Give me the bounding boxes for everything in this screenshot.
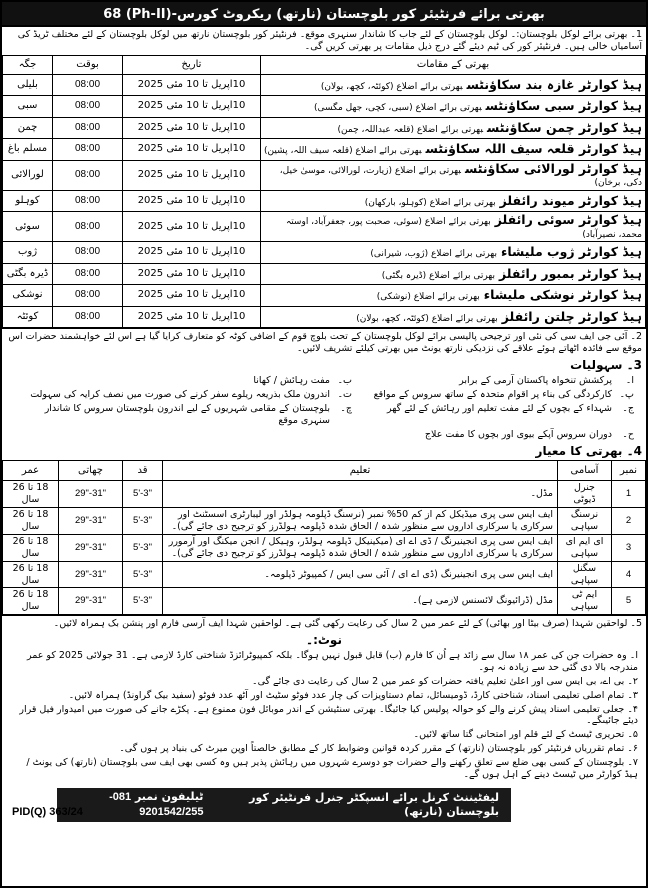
height-req: 5'-3" bbox=[123, 588, 163, 615]
location-row bbox=[3, 160, 646, 190]
time: 08:00 bbox=[53, 139, 123, 161]
col-no: نمبر bbox=[612, 461, 646, 481]
districts: بھرتی برائے اضلاع (قلعہ سیف اللہ، پشین) bbox=[264, 146, 422, 157]
date-range: 10اپریل تا 10 مئی 2025 bbox=[123, 263, 261, 285]
chest-req: 29"-31" bbox=[59, 534, 123, 561]
note-item: ۶۔ تمام تقرریاں فرنٹیئر کور بلوچستان (نارتھ) کے مقرر کردہ قوانین وضوابط کار کے مطابق خالصتاً اوپن میرٹ کی بنیاد پر ہوں گی۔ bbox=[119, 743, 638, 755]
post-number: 3 bbox=[612, 534, 646, 561]
chest-req: 29"-31" bbox=[59, 508, 123, 535]
date-range: 10اپریل تا 10 مئی 2025 bbox=[123, 96, 261, 118]
districts: بھرتی برائے اضلاع (ژوب، شیرانی) bbox=[370, 249, 497, 260]
col-post: آسامی bbox=[558, 461, 612, 481]
place: نوشکی bbox=[3, 285, 53, 307]
criteria-heading: 4۔ بھرتی کا معیار bbox=[535, 444, 642, 459]
criteria-row bbox=[3, 561, 646, 588]
note-item: ۵۔ تحریری ٹیسٹ کے لئے قلم اور امتحانی گتا ساتھ لائیں۔ bbox=[413, 729, 638, 741]
height-req: 5'-3" bbox=[123, 534, 163, 561]
education-req: مڈل۔ bbox=[163, 481, 558, 508]
notes-list bbox=[2, 649, 646, 782]
note-item: ۷۔ بلوچستان کے کسی بھی ضلع سے تعلق رکھنے والے حضرات جو دوسرے شہروں میں رہائش پذیر ہیں وہ کسی بھی ایف سی بلوچستان (نارتھ) کی یونٹ / ہیڈ کوارٹر میں ٹیسٹ دینے کے اہل ہوں گے۔ bbox=[26, 757, 638, 780]
footer bbox=[2, 788, 646, 822]
criteria-row bbox=[3, 588, 646, 615]
policy-paragraph: 2۔ آئی جی ایف سی کی نئی اور ترجیحی پالیسی برائے لوکل بلوچستان کے تحت بلوچ قوم کے اضافی کوٹہ کو متعارف کرایا گیا ہے اس لئے خواہشمند حضرات اس موقع سے فائدہ اٹھاتے ہوئے علاقے کی نزدیکی نارتھ یونٹ میں بھرتی کیلئے تشریف لائیں۔ bbox=[2, 328, 646, 357]
districts: بھرتی برائے اضلاع (سوئی، صحبت پور، جعفرآباد، اوستہ محمد، نصیرآباد) bbox=[285, 217, 642, 240]
age-req: 18 تا 26 سال bbox=[3, 534, 59, 561]
intro-paragraph: 1۔ بھرتی برائے لوکل بلوچستان:۔ لوکل بلوچستان کے لئے جاب کا شاندار سنہری موقع۔ فرنٹیئر کور بلوچستان نارتھ میں لوکل بلوچستان کے لئے مختلف ٹریڈ کی آسامیاں خالی ہیں۔ فرنٹیئر کور کی ٹیم دیئے گئے درج ذیل مقامات پر بھرتی کریں گی۔ bbox=[17, 29, 642, 52]
facility-text: دوران سروس آپکے بیوی اور بچوں کا مفت علاج bbox=[424, 428, 612, 440]
location-row bbox=[3, 96, 646, 118]
time: 08:00 bbox=[53, 74, 123, 96]
age-req: 18 تا 26 سال bbox=[3, 481, 59, 508]
pid-number: PID(Q) 363/24 bbox=[12, 806, 83, 818]
height-req: 5'-3" bbox=[123, 481, 163, 508]
districts: بھرتی برائے اضلاع (کوئٹہ، کچھ، بولان) bbox=[320, 81, 463, 92]
place: کوئٹہ bbox=[3, 306, 53, 328]
unit-name: ہیڈ کوارٹر میوند رائفلز bbox=[499, 192, 642, 208]
date-range: 10اپریل تا 10 مئی 2025 bbox=[123, 160, 261, 190]
height-req: 5'-3" bbox=[123, 508, 163, 535]
place: ڈیرہ بگٹی bbox=[3, 263, 53, 285]
col-age: عمر bbox=[3, 461, 59, 481]
issuer: لیفٹیننٹ کرنل برائے انسپکٹر جنرل فرنٹیئر کور بلوچستان (نارتھ) bbox=[249, 791, 499, 818]
col-height: قد bbox=[123, 461, 163, 481]
martyrs-paragraph: 5۔ لواحقین شہدا (صرف بیٹا اور بھائی) کے لئے عمر میں 2 سال کی رعایت رکھی گئی ہے۔ لواحقین شہدا ایف آرسی فارم اور پنشن بک ہمراہ لائیں۔ bbox=[2, 615, 646, 632]
col-place: جگہ bbox=[3, 55, 53, 74]
time: 08:00 bbox=[53, 96, 123, 118]
note-item: ۴۔ جعلی تعلیمی اسناد پیش کرنے والے کو حوالہ پولیس کیا جائیگا۔ بھرتی سنٹیشن کے اندر موبائل فون ممنوع ہے۔ پکڑے جانے کی صورت میں امیدوار فیل قرار دیئے جائیںگے۔ bbox=[19, 703, 638, 727]
districts: بھرتی برائے اضلاع (زیارت، لورالائی، موسیٰ خیل، دکی، برخان) bbox=[279, 165, 642, 189]
date-range: 10اپریل تا 10 مئی 2025 bbox=[123, 117, 261, 139]
education-req: مڈل (ڈرائیونگ لائسنس لازمی ہے)۔ bbox=[163, 588, 558, 615]
education-req: ایف ایس سی پری انجینیرنگ / ڈی اے ای (میکینیکل ڈپلومہ ہولڈر، وہیکل / انجن میکنگ اور آرمورر سرکاری یا سرکاری اداروں سے منظور شدہ / الحاق شدہ ڈپلومہ ہولڈرز کو ترجیح دی جائے گی)۔ bbox=[163, 534, 558, 561]
date-range: 10اپریل تا 10 مئی 2025 bbox=[123, 139, 261, 161]
location-row bbox=[3, 117, 646, 139]
col-education: تعلیم bbox=[163, 461, 558, 481]
criteria-row bbox=[3, 534, 646, 561]
ad-title: بھرتی برائے فرنٹیئر کور بلوچستان (نارتھ) ریکروٹ کورس-(Ph-II) 68 bbox=[2, 2, 646, 27]
education-req: ایف ایس سی پری میڈیکل کم از کم 50% نمبر (نرسنگ ڈپلومہ ہولڈر اور لیبارٹری اسسٹنٹ اور سرکاری یا سرکاری اداروں سے منظور شدہ / الحاق شدہ ڈپلومہ ہولڈرز کو ترجیح دی جائے گی)۔ bbox=[163, 508, 558, 535]
place: بلیلی bbox=[3, 74, 53, 96]
place: چمن bbox=[3, 117, 53, 139]
col-time: بوقت bbox=[53, 55, 123, 74]
time: 08:00 bbox=[53, 212, 123, 242]
date-range: 10اپریل تا 10 مئی 2025 bbox=[123, 306, 261, 328]
chest-req: 29"-31" bbox=[59, 481, 123, 508]
post-name: ایم ٹی سپاہی bbox=[558, 588, 612, 615]
post-number: 1 bbox=[612, 481, 646, 508]
age-req: 18 تا 26 سال bbox=[3, 588, 59, 615]
post-name: ای ایم ای سپاہی bbox=[558, 534, 612, 561]
unit-name: ہیڈ کوارٹر قلعہ سیف اللہ سکاؤنٹس bbox=[425, 141, 642, 157]
post-number: 2 bbox=[612, 508, 646, 535]
place: سوئی bbox=[3, 212, 53, 242]
districts: بھرتی برائے اضلاع (ڈیرہ بگٹی) bbox=[381, 270, 495, 281]
age-req: 18 تا 26 سال bbox=[3, 508, 59, 535]
time: 08:00 bbox=[53, 117, 123, 139]
districts: بھرتی برائے اضلاع (قلعہ عبداللہ، چمن) bbox=[337, 124, 484, 135]
chest-req: 29"-31" bbox=[59, 588, 123, 615]
time: 08:00 bbox=[53, 263, 123, 285]
location-row bbox=[3, 139, 646, 161]
unit-name: ہیڈ کوارٹر چلتن رائفلز bbox=[501, 308, 642, 324]
location-row bbox=[3, 285, 646, 307]
issuer-box bbox=[57, 788, 511, 822]
time: 08:00 bbox=[53, 190, 123, 212]
date-range: 10اپریل تا 10 مئی 2025 bbox=[123, 74, 261, 96]
date-range: 10اپریل تا 10 مئی 2025 bbox=[123, 285, 261, 307]
facility-text: پرکشش تنخواہ پاکستان آرمی کے برابر bbox=[459, 375, 612, 386]
age-req: 18 تا 26 سال bbox=[3, 561, 59, 588]
chest-req: 29"-31" bbox=[59, 561, 123, 588]
facility-mark: پ۔ bbox=[619, 388, 634, 400]
districts: بھرتی برائے اضلاع (کوہلو، بارکھان) bbox=[364, 197, 496, 208]
note-item: ا۔ وہ حضرات جن کی عمر ۱۸ سال سے زائد ہے اُن کا فارم (ب) قابل قبول نہیں ہوگا۔ بلکہ کمپیوٹرائزڈ شناختی کارڈ لازمی ہے۔ 31 جولائی 2025 کو عمر مندرجہ بالا دی گئی حد سے زیادہ نہ ہو۔ bbox=[27, 650, 638, 673]
unit-name: ہیڈ کوارٹر سبی سکاؤنٹس bbox=[485, 98, 642, 114]
place: لورالائی bbox=[3, 160, 53, 190]
districts: بھرتی برائے اضلاع (نوشکی) bbox=[376, 292, 480, 303]
time: 08:00 bbox=[53, 285, 123, 307]
post-name: سگنل سپاہی bbox=[558, 561, 612, 588]
post-number: 5 bbox=[612, 588, 646, 615]
time: 08:00 bbox=[53, 160, 123, 190]
facility-mark: ب۔ bbox=[337, 375, 352, 386]
facility-mark: چ۔ bbox=[340, 402, 352, 414]
location-row bbox=[3, 306, 646, 328]
districts: بھرتی برائے اضلاع (کوئٹہ، کچھ، بولان) bbox=[356, 313, 498, 324]
unit-name: ہیڈ کوارٹر بمبور رائفلز bbox=[498, 265, 642, 281]
facility-text: اندرون ملک بذریعہ ریلوے سفر کرنے کی صورت میں نصف کرایہ کی سہولت bbox=[30, 388, 330, 400]
col-location: بھرتی کے مقامات bbox=[261, 55, 646, 74]
date-range: 10اپریل تا 10 مئی 2025 bbox=[123, 212, 261, 242]
place: ژوب bbox=[3, 242, 53, 264]
unit-name: ہیڈ کوارٹر چمن سکاؤنٹس bbox=[487, 119, 642, 135]
note-item: ۲۔ بی اے، بی ایس سی اور اعلیٰ تعلیم یافتہ حضرات کو عمر میں 2 سال کی رعایت دی جائے گی۔ bbox=[252, 675, 638, 687]
post-name: جنرل ڈیوٹی bbox=[558, 481, 612, 508]
location-row bbox=[3, 212, 646, 242]
notes-heading: نوٹ:۔ bbox=[306, 633, 342, 647]
location-row bbox=[3, 74, 646, 96]
location-row bbox=[3, 242, 646, 264]
height-req: 5'-3" bbox=[123, 561, 163, 588]
unit-name: ہیڈ کوارٹر غازہ بند سکاؤنٹس bbox=[466, 76, 642, 92]
unit-name: ہیڈ کوارٹر ژوب ملیشاء bbox=[500, 244, 642, 260]
date-range: 10اپریل تا 10 مئی 2025 bbox=[123, 242, 261, 264]
phone-label: ٹیلیفون نمبر bbox=[134, 790, 204, 803]
facilities-list bbox=[2, 374, 646, 441]
location-row bbox=[3, 263, 646, 285]
recruitment-locations-table bbox=[2, 55, 646, 329]
unit-name: ہیڈ کوارٹر لورالائی سکاؤنٹس bbox=[465, 160, 642, 176]
facility-mark: ح۔ bbox=[622, 428, 634, 440]
facilities-heading: 3۔ سہولیات bbox=[570, 358, 642, 372]
unit-name: ہیڈ کوارٹر نوشکی ملیشاء bbox=[483, 287, 642, 303]
facility-text: بلوچستان کے مقامی شہریوں کے لیے اندرون بلوچستان سروس کا شاندار سنہری موقع bbox=[44, 402, 330, 426]
time: 08:00 bbox=[53, 306, 123, 328]
criteria-row bbox=[3, 481, 646, 508]
note-item: ۳۔ تمام اصلی تعلیمی اسناد، شناختی کارڈ، ڈومیسائل، تمام دستاویزات کی چار عدد فوٹو سٹیٹ اور آٹھ عدد فوٹو (سفید بیک گراونڈ) ہمراہ لائیں۔ bbox=[68, 689, 638, 701]
post-number: 4 bbox=[612, 561, 646, 588]
location-row bbox=[3, 190, 646, 212]
unit-name: ہیڈ کوارٹر سوئی رائفلز bbox=[494, 212, 642, 228]
date-range: 10اپریل تا 10 مئی 2025 bbox=[123, 190, 261, 212]
time: 08:00 bbox=[53, 242, 123, 264]
facility-mark: ج۔ bbox=[622, 402, 634, 414]
criteria-row bbox=[3, 508, 646, 535]
facility-text: کارکردگی کی بناء پر اقوام متحدہ کے ساتھ سروس کے مواقع bbox=[373, 388, 612, 400]
facility-mark: ا۔ bbox=[625, 375, 634, 386]
phone-number: 081-9201542/255 bbox=[109, 791, 204, 818]
place: مسلم باغ bbox=[3, 139, 53, 161]
col-chest: چھاتی bbox=[59, 461, 123, 481]
districts: بھرتی برائے اضلاع (سبی، کچی، جھل مگسی) bbox=[313, 103, 482, 114]
post-name: نرسنگ سپاہی bbox=[558, 508, 612, 535]
col-date: تاریخ bbox=[123, 55, 261, 74]
place: سبی bbox=[3, 96, 53, 118]
facility-mark: ت۔ bbox=[337, 388, 352, 400]
place: کوہلو bbox=[3, 190, 53, 212]
facility-text: شہداء کے بچوں کے لئے مفت تعلیم اور رہائش کے لئے گھر bbox=[387, 402, 612, 414]
facility-text: مفت رہائش / کھانا bbox=[253, 375, 330, 386]
criteria-table bbox=[2, 460, 646, 615]
education-req: ایف ایس سی پری انجینیرنگ (ڈی اے ای / آئی سی ایس / کمپیوٹر ڈپلومہ۔ bbox=[163, 561, 558, 588]
